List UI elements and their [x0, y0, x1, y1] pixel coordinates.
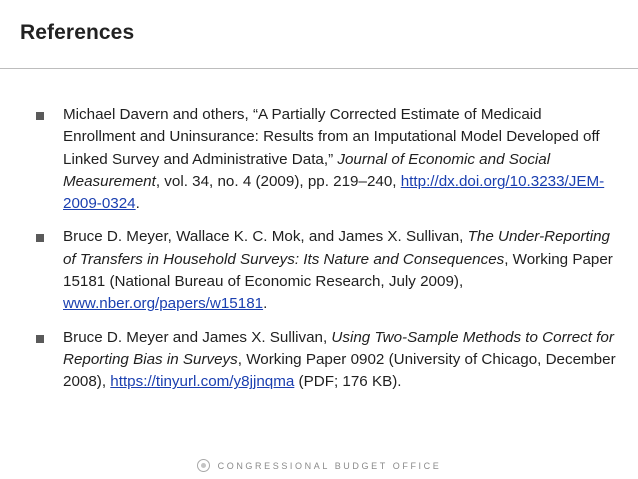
reference-text: .: [135, 195, 140, 213]
reference-text: (PDF; 176 KB).: [294, 373, 402, 391]
reference-italic-title: Journal of Economic and Social Measurement: [63, 150, 551, 190]
reference-text: , vol. 34, no. 4 (2009), pp. 219–240,: [155, 172, 401, 190]
reference-text: .: [263, 295, 268, 313]
reference-text: Bruce D. Meyer and James X. Sullivan,: [63, 328, 332, 346]
footer: [0, 459, 638, 472]
reference-link[interactable]: www.nber.org/papers/w15181: [63, 295, 264, 313]
reference-italic-title: The Under-Reporting of Transfers in Household Surveys: Its Nature and Consequences: [63, 228, 610, 268]
reference-list: [36, 104, 616, 405]
reference-link[interactable]: https://tinyurl.com/y8jjnqma: [110, 373, 295, 391]
reference-item: [36, 327, 616, 394]
footer-org-name: CONGRESSIONAL BUDGET OFFICE: [217, 460, 442, 471]
title-divider: [0, 68, 638, 69]
reference-text: , Working Paper 15181 (National Bureau of Economic Research, July 2009),: [63, 250, 613, 291]
reference-text: Michael Davern and others, “A Partially Corrected Estimate of Medicaid Enrollment and Uninsurance: Results from an Imputational Model Developed off Linked Survey and Administrative Data,”: [63, 106, 600, 168]
cbo-logo-icon: [197, 459, 210, 472]
reference-link[interactable]: http://dx.doi.org/10.3233/JEM-2009-0324: [63, 172, 605, 213]
reference-text: Bruce D. Meyer, Wallace K. C. Mok, and James X. Sullivan,: [63, 228, 468, 246]
reference-item: [36, 226, 616, 315]
square-bullet-icon: [36, 234, 44, 242]
slide-title: References: [20, 21, 135, 44]
reference-text: , Working Paper 0902 (University of Chicago, December 2008),: [63, 350, 616, 391]
reference-item: [36, 104, 616, 215]
square-bullet-icon: [36, 335, 44, 343]
reference-italic-title: Using Two-Sample Methods to Correct for Reporting Bias in Surveys: [63, 328, 614, 368]
square-bullet-icon: [36, 112, 44, 120]
